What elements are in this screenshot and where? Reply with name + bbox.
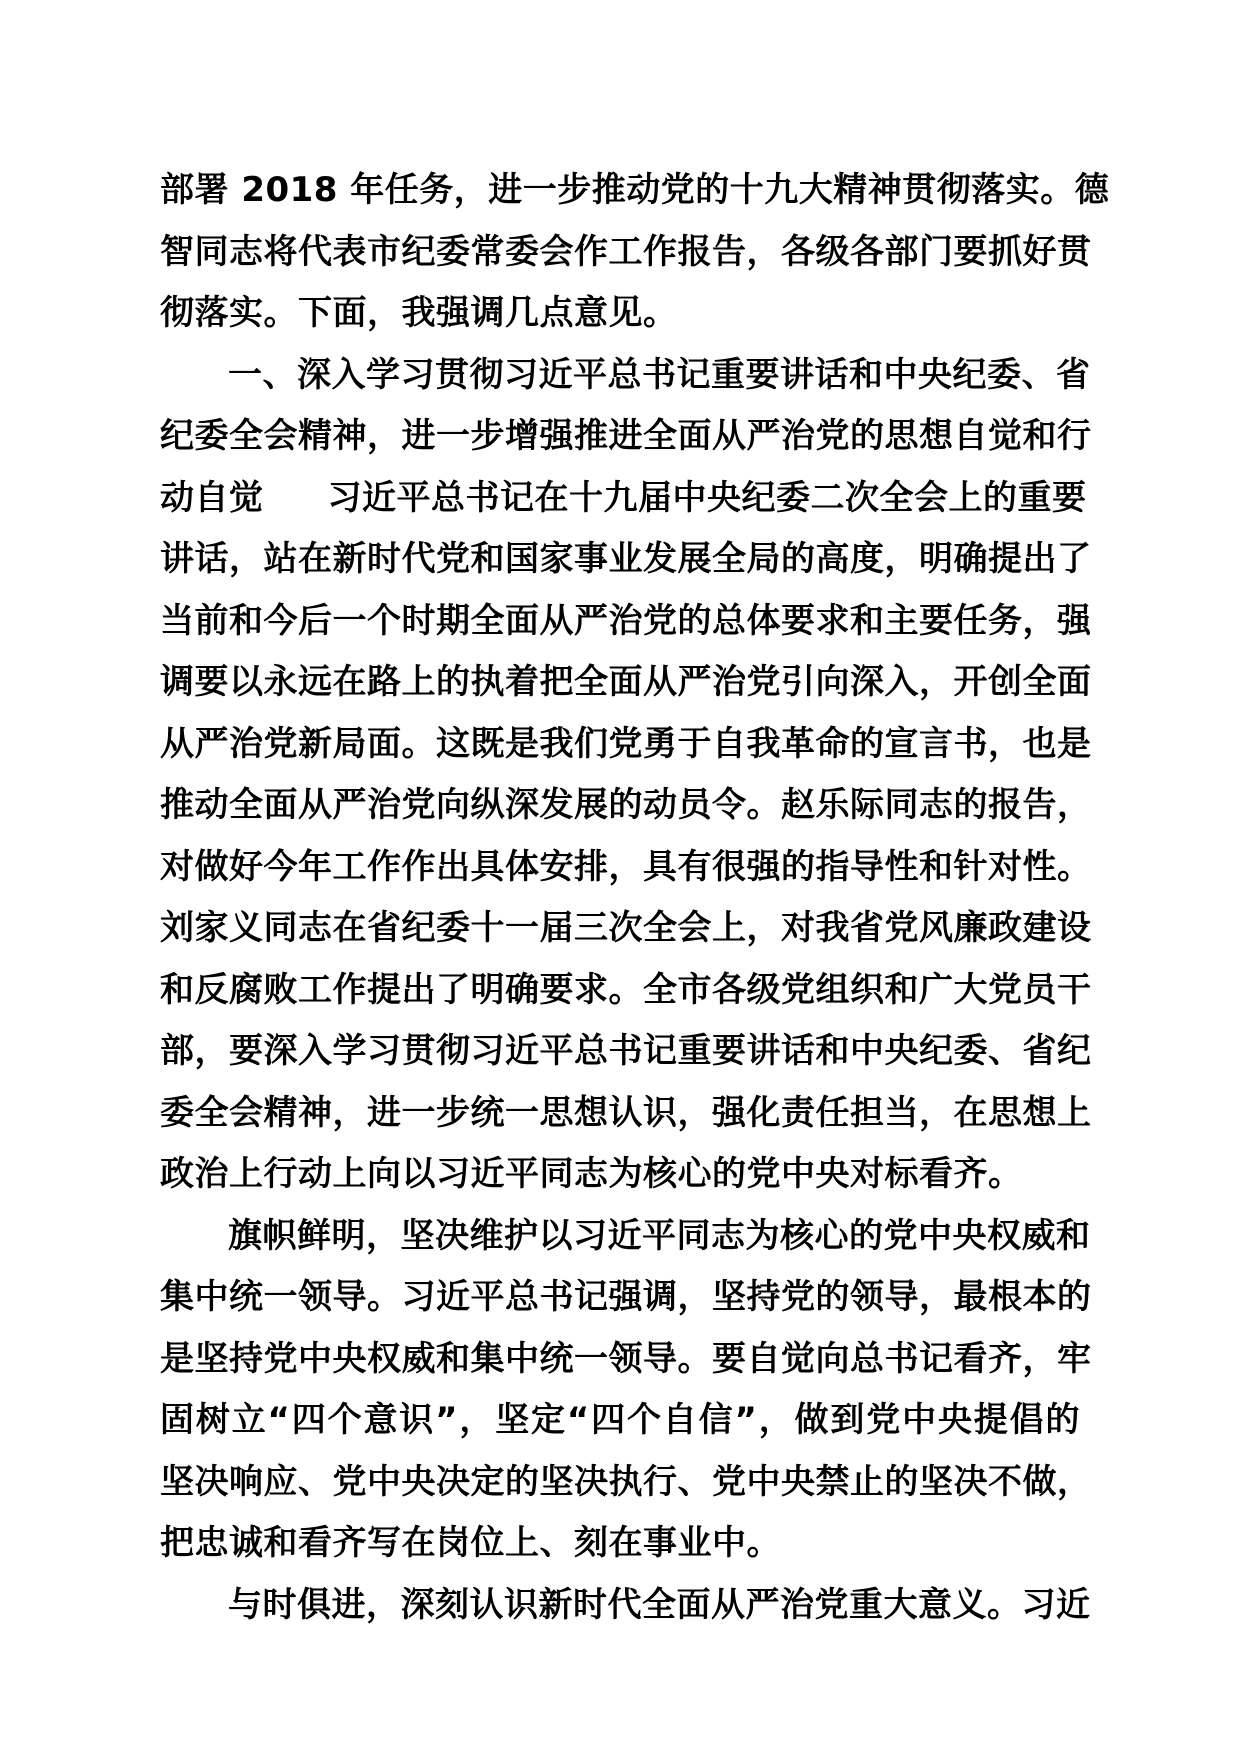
text-line: 集中统一领导。习近平总书记强调，坚持党的领导，最根本的: [160, 1277, 1092, 1317]
section-heading-line: 一、深入学习贯彻习近平总书记重要讲话和中央纪委、省: [228, 354, 1091, 395]
text-line-continuation: 习近平总书记在十九届中央纪委二次全会上的重要: [327, 477, 1087, 518]
text-line: 彻落实。下面，我强调几点意见。: [160, 293, 678, 333]
text-line: 委全会精神，进一步统一思想认识，强化责任担当，在思想上: [160, 1092, 1092, 1133]
text-line: 是坚持党中央权威和集中统一领导。要自觉向总书记看齐，牢: [160, 1338, 1092, 1379]
section-heading-line: 纪委全会精神，进一步增强推进全面从严治党的思想自觉和行: [160, 416, 1092, 456]
text-line: 把忠诚和看齐写在岗位上、刻在事业中。: [160, 1523, 781, 1563]
text-line: 坚决响应、党中央决定的坚决执行、党中央禁止的坚决不做，: [160, 1461, 1092, 1502]
text-line: 旗帜鲜明，坚决维护以习近平同志为核心的党中央权威和: [228, 1215, 1091, 1256]
text-line: [160, 468, 1087, 530]
text-line: 与时俱进，深刻认识新时代全面从严治党重大意义。习近: [228, 1584, 1091, 1625]
text-line: 智同志将代表市纪委常委会作工作报告，各级各部门要抓好贯: [160, 231, 1092, 272]
paragraph-2-section-heading: [160, 345, 1092, 1206]
text-line: 调要以永远在路上的执着把全面从严治党引向深入，开创全面: [160, 662, 1092, 702]
text-line: 讲话，站在新时代党和国家事业发展全局的高度，明确提出了: [160, 539, 1092, 579]
document-body: [160, 160, 1110, 1636]
text-line: 对做好今年工作作出具体安排，具有很强的指导性和针对性。: [160, 846, 1092, 887]
text-line: 从严治党新局面。这既是我们党勇于自我革命的宣言书，也是: [160, 723, 1092, 764]
text-line: 部署 2018 年任务，进一步推动党的十九大精神贯彻落实。德: [160, 170, 1110, 210]
text-line: 刘家义同志在省纪委十一届三次全会上，对我省党风廉政建设: [160, 908, 1092, 948]
section-heading-line: 动自觉: [160, 477, 264, 518]
paragraph-1: [160, 160, 1110, 345]
text-line: 推动全面从严治党向纵深发展的动员令。赵乐际同志的报告，: [160, 785, 1092, 825]
text-line: 部，要深入学习贯彻习近平总书记重要讲话和中央纪委、省纪: [160, 1031, 1092, 1071]
paragraph-3: [160, 1206, 1092, 1575]
text-line: 政治上行动上向以习近平同志为核心的党中央对标看齐。: [160, 1154, 1023, 1194]
text-line: 和反腐败工作提出了明确要求。全市各级党组织和广大党员干: [160, 969, 1092, 1010]
text-line: 固树立“四个意识”，坚定“四个自信”，做到党中央提倡的: [160, 1400, 1080, 1440]
text-line: 当前和今后一个时期全面从严治党的总体要求和主要任务，强: [160, 600, 1092, 641]
paragraph-4: [160, 1575, 1091, 1637]
